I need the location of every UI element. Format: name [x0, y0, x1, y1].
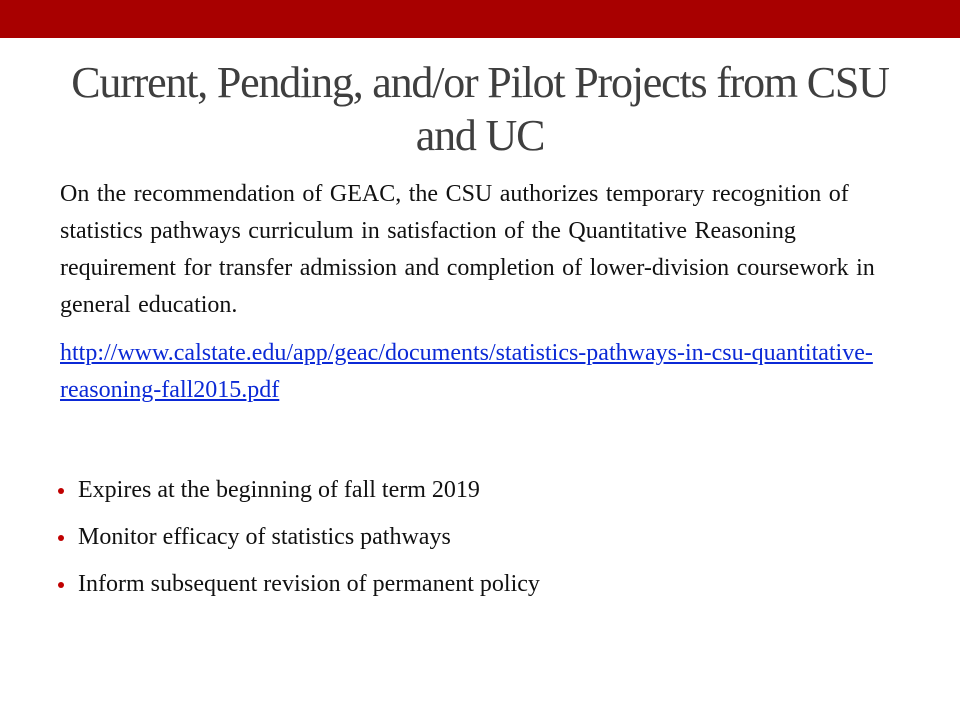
bullet-text: Monitor efficacy of statistics pathways — [78, 524, 451, 550]
top-accent-bar — [0, 0, 960, 38]
bullet-dot-icon — [58, 488, 64, 494]
bullet-text: Inform subsequent revision of permanent policy — [78, 571, 540, 597]
bullet-text: Expires at the beginning of fall term 2019 — [78, 477, 480, 503]
bullet-dot-icon — [58, 582, 64, 588]
policy-document-link[interactable]: http://www.calstate.edu/app/geac/documents/statistics-pathways-in-csu-quantitative-reasoning-fall2015.pdf — [60, 340, 873, 403]
link-paragraph — [60, 335, 906, 409]
slide-title: Current, Pending, and/or Pilot Projects from CSU and UC — [71, 58, 889, 160]
bullet-dot-icon — [58, 535, 64, 541]
slide-content — [60, 176, 906, 616]
list-item — [60, 475, 906, 505]
bullet-list — [60, 475, 906, 599]
list-item — [60, 522, 906, 552]
list-item — [60, 569, 906, 599]
intro-paragraph: On the recommendation of GEAC, the CSU authorizes temporary recognition of statistics pathways curriculum in satisfaction of the Quantitative Reasoning requirement for transfer admission and completion of lower-division coursework in general education. — [60, 181, 875, 318]
